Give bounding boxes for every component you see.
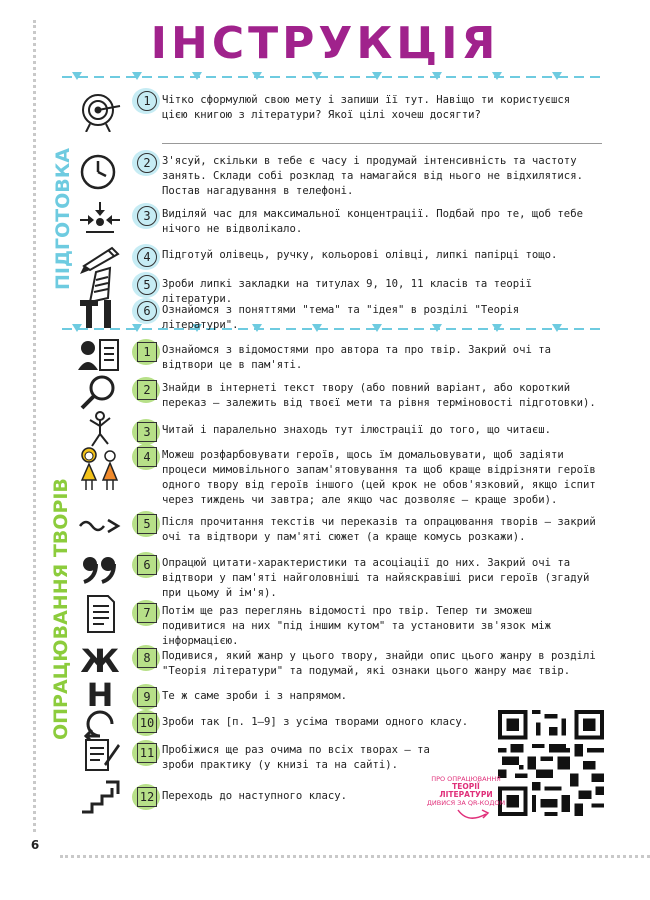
work-item-number: 6 [137,555,157,575]
prep-item-text: Виділяй час для максимальної концентрації. Подбай про те, щоб тебе нічого не відволікало. [162,208,583,235]
page-title: ІНСТРУКЦІЯ [150,18,500,69]
work-item-text: Переходь до наступного класу. [162,790,347,802]
work-item-text: Пробіжися ще раз очима по всіх творах — та зроби практику (у книзі та на сайті). [162,744,430,771]
work-item-number: 3 [137,422,157,442]
quote-marks-icon [78,550,122,590]
author-book-icon [78,336,122,376]
focus-arrows-icon [78,200,122,240]
work-item-number: 8 [137,648,157,668]
svg-text:Ж: Ж [80,642,120,680]
qr-caption-line: ДИВИСЯ ЗА QR-КОДОМ [426,799,506,807]
work-item-text: Читай і паралельно знаходь тут ілюстрації до того, що читаєш. [162,424,552,436]
curved-arrow-icon [456,806,496,822]
work-item-text: Після прочитання текстів чи переказів та опрацювання творів — закрий очі та відтвори у пам'яті сюжет (а краще комусь розкажи). [162,516,596,543]
qr-code[interactable] [498,710,604,816]
work-item-number: 4 [137,447,157,467]
work-item-text: Зроби так [п. 1–9] з усіма творами одного класу. [162,716,469,728]
magnifier-icon [78,372,122,412]
checklist-pen-icon [78,734,122,774]
qr-caption-line: ПРО ОПРАЦЮВАННЯ [431,775,501,783]
prep-item-number: 6 [137,301,157,321]
prep-item-text: Ознайомся з поняттями "тема" та "ідея" в розділі "Теорія літератури". [162,304,520,331]
prep-item-text: З'ясуй, скільки в тебе є часу і продумай інтенсивність та частоту занять. Склади собі розклад та намагайся від нього не відхилятися. Постав нагадування в телефоні. [162,155,583,197]
work-item-text: Потім ще раз переглянь відомості про твір. Тепер ти зможеш подивитися на них "під іншим кутом" та установити зв'язок між інформацією. [162,605,552,647]
prep-item-number: 3 [137,206,157,226]
work-item-text: Подивися, який жанр у цього твору, знайди опис цього жанру в розділі "Теорія літератури" та подумай, які ознаки цього жанру має твір. [162,650,596,677]
work-item-text: Знайди в інтернеті текст твору (або повний варіант, або короткий переказ — залежить від твоєї мети та рівня терміновості підготовки). [162,382,596,409]
work-item-number: 2 [137,380,157,400]
work-item-number: 5 [137,514,157,534]
prep-item-text: Чітко сформулюй свою мету і запиши її тут. Навіщо ти користуєшся цією книгою з літератури? Якої цілі хочеш досягти? [162,94,571,121]
section-label-preparation: ПІДГОТОВКА [52,148,74,290]
target-icon [78,92,122,132]
running-figure-icon [78,410,122,450]
section-label-processing: ОПРАЦЮВАННЯ ТВОРІВ [50,478,72,740]
clock-icon [78,152,122,192]
left-dotted-border [33,20,36,850]
prep-item-number: 1 [137,91,157,111]
prep-item-text: Підготуй олівець, ручку, кольорові олівці, липкі папірці тощо. [162,249,558,261]
work-item-text: Ознайомся з відомостями про автора та про твір. Закрий очі та відтвори це в пам'яті. [162,344,552,371]
qr-caption [426,775,506,807]
stairs-arrow-icon [78,778,122,818]
svg-text:Н: Н [86,676,114,714]
work-item-number: 10 [137,713,157,733]
work-item-text: Можеш розфарбовувати героїв, щось їм домальовувати, щоб задіяти процеси мимовільного запам'ятовування та щоб краще відрізняти героїв одного твору від героїв іншого (цей крок не обов'язковий, якщо іспит через тиждень чи завтра; але якщо час дозволяє — краще зроби). [162,449,596,506]
characters-icon [78,446,122,494]
prep-item-number: 4 [137,247,157,267]
page-number: 6 [24,834,46,856]
prep-item-text: Зроби липкі закладки на титулах 9, 10, 11 класів та теорії літератури. [162,278,532,305]
work-item-number: 9 [137,687,157,707]
work-item-text: Опрацюй цитати-характеристики та асоціації до них. Закрий очі та відтвори у пам'яті найголовніші та найяскравіші риси героїв (згадуй при цьому й ім'я). [162,557,590,599]
bottom-dotted-border [60,855,650,858]
answer-line[interactable] [162,143,602,144]
prep-item-number: 2 [137,153,157,173]
work-item-number: 12 [137,787,157,807]
work-item-number: 1 [137,342,157,362]
work-item-number: 7 [137,603,157,623]
work-item-text: Те ж саме зроби і з напрямом. [162,690,347,702]
top-divider [62,70,602,84]
wave-arrow-icon [78,508,122,548]
qr-caption-line: ТЕОРІЇ ЛІТЕРАТУРИ [439,782,493,799]
document-icon [78,594,122,634]
ti-letters-icon [78,292,122,332]
work-item-number: 11 [137,743,157,763]
prep-item-number: 5 [137,275,157,295]
